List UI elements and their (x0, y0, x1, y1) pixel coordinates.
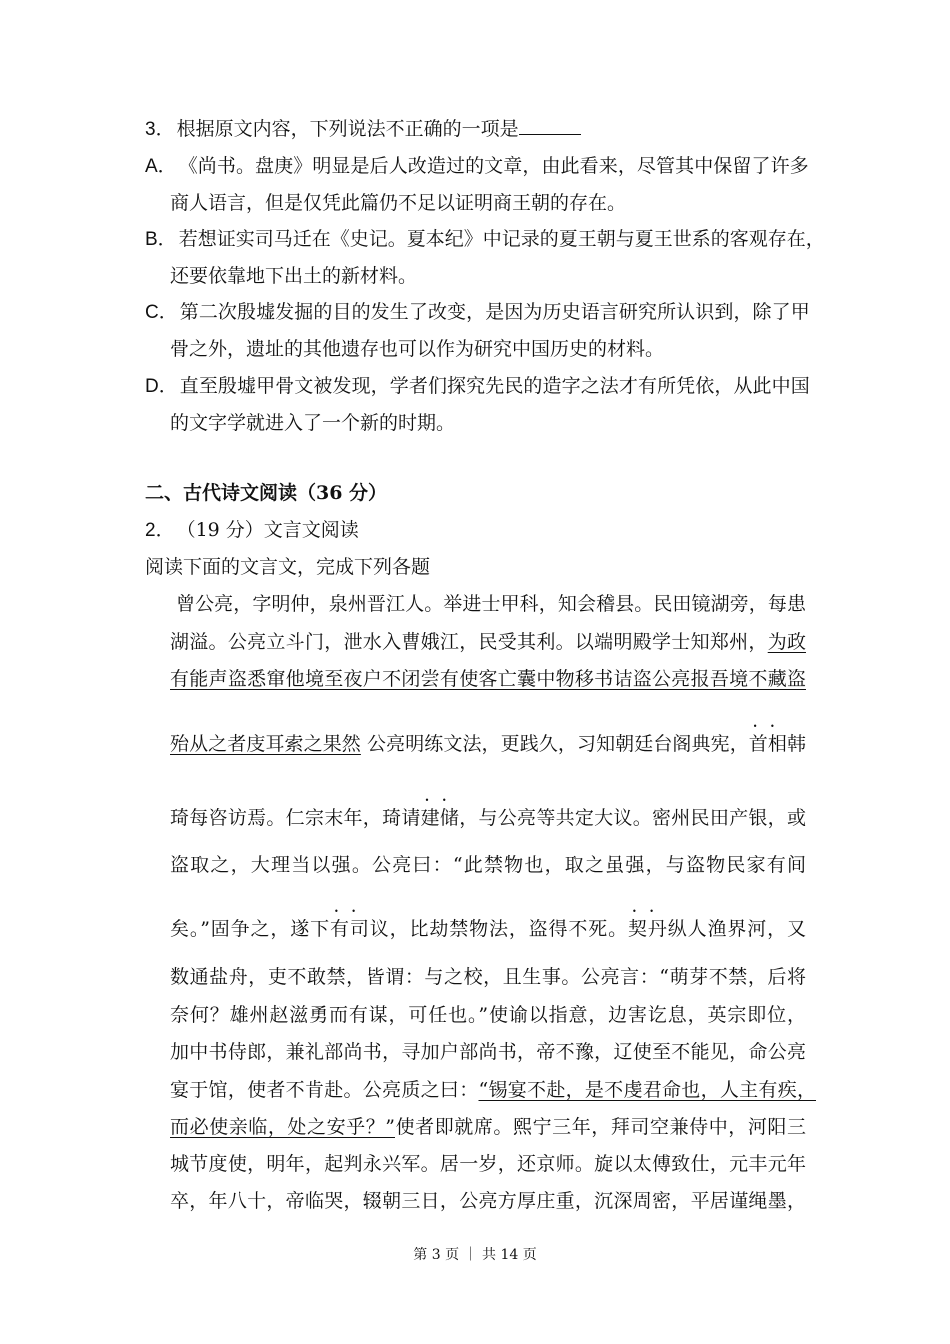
option-d-line: 的文字学就进入了一个新的时期。 (170, 412, 456, 434)
passage-text: 使者即就席。熙宁三年，拜司空兼侍中，河阳三 (395, 1116, 806, 1138)
passage-line (170, 806, 806, 830)
passage-text: 议，比劫禁物法，盗得不死。 (369, 918, 629, 940)
passage-line (170, 1115, 806, 1139)
option-b-label: B． (145, 229, 177, 250)
page-footer (0, 1244, 950, 1264)
emphasized-text: • • 契丹 (628, 918, 668, 940)
option-a-line: 商人语言，但是仅凭此篇仍不足以证明商王朝的存在。 (170, 192, 627, 214)
underlined-text: 而必使亲临，处之安乎？” (170, 1116, 395, 1138)
emphasized-text: • • 有司 (330, 918, 370, 940)
question-3-stem (177, 116, 581, 141)
option-b-line: 若想证实司马迁在《史记。夏本纪》中记录的夏王朝与夏王世系的客观存在， (178, 228, 825, 250)
passage-line: 盗取之，大理当以强。公亮曰：“此禁物也，取之虽强，与盗物民家有间 (170, 854, 806, 876)
question-3-number: 3． (145, 119, 175, 140)
option-a-row (145, 154, 809, 179)
passage-text: 琦每咨访焉。仁宗末年，琦请 (170, 807, 421, 829)
underlined-text: 殆从之者庋耳索之果然 (170, 733, 361, 755)
question-2-row (145, 518, 359, 543)
question-2-title: （19 分）文言文阅读 (176, 519, 359, 541)
option-d-label: D． (145, 376, 178, 397)
instruction: 阅读下面的文言文，完成下列各题 (145, 556, 431, 578)
option-d-row (145, 374, 810, 399)
page-number: 第 3 页 (413, 1247, 460, 1263)
passage-text: 纵人渔界河，又 (667, 918, 806, 940)
option-c-row (145, 300, 810, 325)
passage-line (170, 732, 806, 756)
emphasized-text: • • 建储 (421, 807, 460, 829)
passage-line: 奈何？雄州赵滋勇而有谋，可任也。”使谕以指意，边害讫息，英宗即位， (170, 1004, 806, 1026)
passage-line: 加中书侍郎，兼礼部尚书，寻加户部尚书，帝不豫，辽使至不能见，命公亮 (170, 1041, 806, 1063)
passage-line: 卒，年八十，帝临哭，辍朝三日，公亮方厚庄重，沉深周密，平居谨绳墨， (170, 1190, 806, 1212)
passage-text: 湖溢。公亮立斗门，泄水入曹娥江，民受其利。以端明殿学士知郑州， (170, 631, 768, 653)
option-c-line: 第二次殷墟发掘的目的发生了改变，是因为历史语言研究所认识到，除了甲 (179, 301, 810, 323)
passage-line (170, 630, 806, 654)
passage-line (170, 1078, 816, 1102)
option-b-line: 还要依靠地下出土的新材料。 (170, 265, 418, 287)
answer-blank (519, 116, 581, 135)
passage-text: 宴于馆，使者不肯赴。公亮质之曰： (170, 1079, 479, 1101)
passage-text: 公亮明练文法，更践久，习知朝廷台阁典宪， (360, 733, 749, 755)
underlined-text: “锡宴不赴，是不虔君命也，人主有疾， (478, 1079, 816, 1101)
question-3-row (145, 116, 581, 142)
passage-line: 城节度使，明年，起判永兴军。居一岁，还京师。旋以太傅致仕，元丰元年 (170, 1153, 806, 1175)
option-d-line: 直至殷墟甲骨文被发现，学者们探究先民的造字之法才有所凭依，从此中国 (179, 375, 810, 397)
page-total: 共 14 页 (482, 1247, 537, 1263)
option-c-line: 骨之外，遗址的其他遗存也可以作为研究中国历史的材料。 (170, 338, 665, 360)
section-heading: 二、古代诗文阅读（36 分） (145, 482, 388, 504)
underlined-text: 为政 (767, 631, 806, 653)
option-a-line: 《尚书。盘庚》明显是后人改造过的文章，由此看来，尽管其中保留了许多 (178, 155, 809, 177)
footer-separator: ｜ (463, 1247, 478, 1263)
passage-text: ，与公亮等共定大议。密州民田产银，或 (459, 807, 806, 829)
option-c-label: C． (145, 302, 178, 323)
question-2-number: 2． (145, 520, 175, 541)
option-b-row (145, 227, 825, 252)
option-a-label: A． (145, 156, 177, 177)
passage-text: 矣。”固争之，遂下 (170, 918, 331, 940)
emphasized-text: • • 首相 (749, 733, 787, 755)
passage-line (170, 917, 806, 941)
passage-text: 韩 (786, 733, 806, 755)
passage-line: 曾公亮，字明仲，泉州晋江人。举进士甲科，知会稽县。民田镜湖旁，每患 (176, 593, 806, 615)
stem-text: 根据原文内容，下列说法不正确的一项是 (176, 118, 519, 140)
passage-line-underlined: 有能声盗悉窜他境至夜户不闭尝有使客亡囊中物移书诘盗公亮报吾境不藏盗 (170, 668, 806, 690)
passage-line: 数通盐舟，吏不敢禁，皆谓：与之校，且生事。公亮言：“萌芽不禁，后将 (170, 966, 806, 988)
